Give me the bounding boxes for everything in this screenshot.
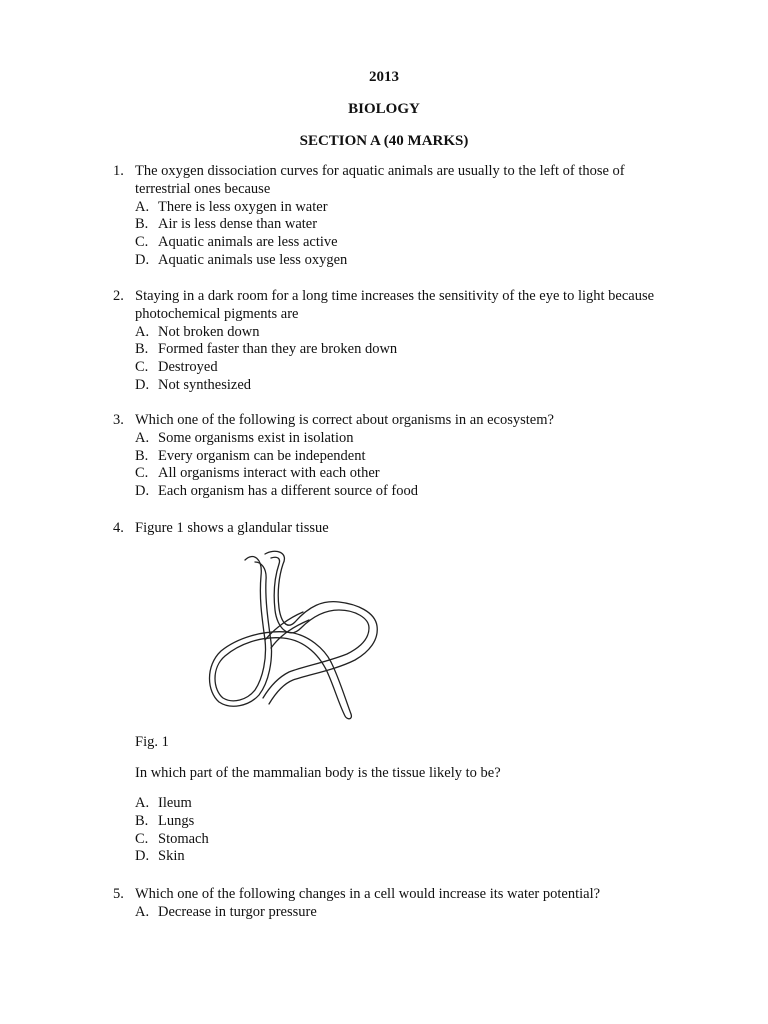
question-number: 5.: [113, 886, 124, 902]
option-a: [135, 199, 673, 217]
option-text: Lungs: [158, 812, 195, 829]
options-list: [135, 199, 673, 270]
option-letter: C.: [135, 830, 149, 847]
option-c: [135, 234, 673, 252]
question-text: Which one of the following is correct about organisms in an ecosystem?: [135, 412, 554, 428]
option-text: Decrease in turgor pressure: [158, 903, 317, 920]
coiled-tube-outline: [210, 551, 378, 719]
option-text: Air is less dense than water: [158, 216, 318, 233]
question-3: [113, 412, 673, 501]
options-list: [135, 795, 209, 866]
option-a: [135, 795, 209, 813]
question-2: [113, 288, 673, 395]
question-followup: In which part of the mammalian body is the tissue likely to be?: [135, 765, 501, 781]
section-title: SECTION A (40 MARKS): [299, 133, 469, 149]
option-letter: A.: [135, 429, 150, 446]
option-letter: B.: [135, 341, 149, 358]
option-c: [135, 831, 209, 849]
question-number: 1.: [113, 163, 124, 179]
option-b: [135, 813, 209, 831]
option-letter: A.: [135, 198, 150, 215]
option-text: Not broken down: [158, 323, 260, 340]
option-text: Stomach: [158, 830, 209, 847]
option-d: [135, 377, 673, 395]
option-letter: A.: [135, 903, 150, 920]
question-number: 4.: [113, 520, 124, 536]
exam-subject: BIOLOGY: [348, 101, 420, 117]
option-c: [135, 359, 673, 377]
option-d: [135, 848, 209, 866]
option-letter: C.: [135, 465, 149, 482]
option-letter: D.: [135, 483, 150, 500]
option-b: [135, 341, 673, 359]
option-letter: D.: [135, 848, 150, 865]
option-text: There is less oxygen in water: [158, 198, 328, 215]
option-letter: B.: [135, 447, 149, 464]
question-text: Figure 1 shows a glandular tissue: [135, 520, 329, 536]
glandular-tissue-figure: [205, 548, 395, 723]
option-text: All organisms interact with each other: [158, 465, 380, 482]
question-number: 2.: [113, 288, 124, 304]
option-letter: C.: [135, 234, 149, 251]
options-list: [135, 430, 673, 501]
option-text: Skin: [158, 848, 185, 865]
option-text: Destroyed: [158, 359, 218, 376]
option-letter: B.: [135, 812, 149, 829]
question-number: 3.: [113, 412, 124, 428]
question-text: Staying in a dark room for a long time increases the sensitivity of the eye to light because photochemical pigments are: [135, 288, 655, 322]
option-letter: A.: [135, 795, 150, 811]
option-text: Ileum: [158, 795, 192, 811]
question-1: [113, 163, 673, 270]
figure-caption: Fig. 1: [135, 734, 169, 750]
option-b: [135, 216, 673, 234]
option-a: [135, 324, 673, 342]
options-list: [135, 324, 673, 395]
option-a: [135, 904, 673, 922]
option-text: Formed faster than they are broken down: [158, 341, 398, 358]
option-c: [135, 465, 673, 483]
option-text: Aquatic animals are less active: [158, 234, 338, 251]
option-a: [135, 430, 673, 448]
option-text: Every organism can be independent: [158, 447, 366, 464]
question-4: [113, 520, 673, 538]
option-letter: A.: [135, 323, 150, 340]
option-text: Each organism has a different source of food: [158, 483, 418, 500]
options-list: [135, 904, 673, 922]
option-text: Some organisms exist in isolation: [158, 429, 354, 446]
option-letter: D.: [135, 376, 150, 393]
option-d: [135, 252, 673, 270]
question-text: The oxygen dissociation curves for aquatic animals are usually to the left of those of terrestrial ones because: [135, 163, 625, 197]
option-letter: B.: [135, 216, 149, 233]
exam-year: 2013: [369, 69, 399, 85]
option-text: Aquatic animals use less oxygen: [158, 251, 348, 268]
option-letter: D.: [135, 251, 150, 268]
option-d: [135, 483, 673, 501]
option-text: Not synthesized: [158, 376, 252, 393]
option-b: [135, 448, 673, 466]
question-5: [113, 886, 673, 922]
option-letter: C.: [135, 359, 149, 376]
question-text: Which one of the following changes in a cell would increase its water potential?: [135, 886, 601, 902]
